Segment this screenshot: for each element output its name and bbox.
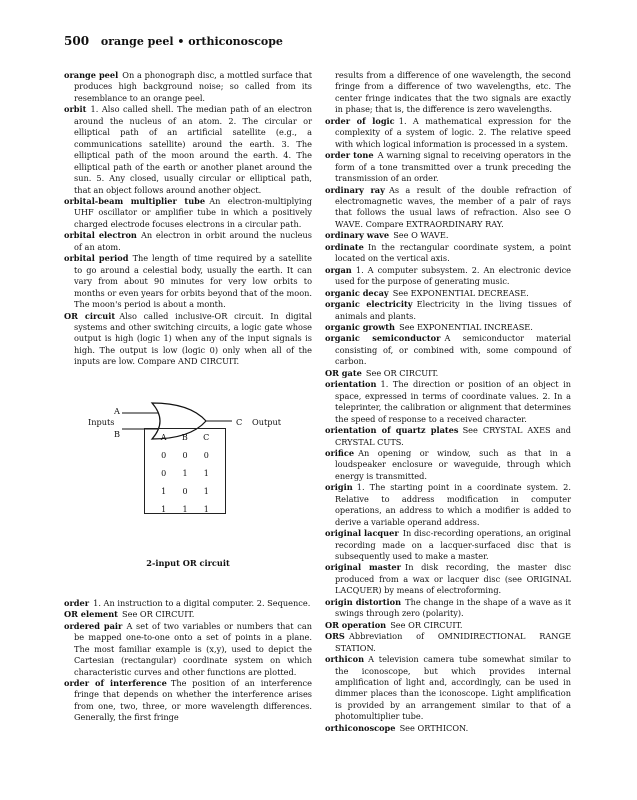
dictionary-entry [325, 723, 571, 734]
entry-definition: See OR CIRCUIT. [122, 609, 195, 620]
dictionary-entry [64, 311, 312, 368]
entry-definition: In disk recording, the master disc produced from a wax or lacquer disc (see ORIGINAL LACQUER) by means of electroforming. [335, 562, 571, 596]
dictionary-entry [64, 104, 312, 196]
entry-definition: In disc-recording operations, an original recording made on a lacquer-surfaced disc that is subsequently used to make a master. [335, 528, 571, 562]
entry-term: original lacquer [325, 528, 399, 539]
entry-definition: Electricity in the living tissues of animals and plants. [335, 299, 571, 321]
dictionary-entry [64, 609, 312, 620]
entry-term: orthiconoscope [325, 722, 396, 733]
entry-definition: See ORTHICON. [399, 722, 469, 733]
entry-definition: Abbreviation of OMNIDIRECTIONAL RANGE STATION. [335, 631, 571, 653]
entry-definition: 1. A computer subsystem. 2. An electronic device used for the purpose of generating music. [335, 264, 571, 287]
entry-term: orbital electron [64, 230, 137, 241]
entry-term: original master [325, 562, 401, 573]
dictionary-entry [325, 265, 571, 288]
dictionary-entry [325, 620, 571, 631]
entry-definition: The length of time required by a satellite to go around a celestial body, usually the earth. It can vary from about 90 minutes for very low orbits to months or even years for orbits beyond that of the moon. The moon's period is about a month. [74, 253, 313, 310]
entry-definition: See EXPONENTIAL INCREASE. [399, 321, 533, 332]
dictionary-entry [64, 70, 312, 104]
entry-term: order of interference [64, 677, 167, 688]
dictionary-entry [64, 230, 312, 253]
right-column [325, 70, 571, 734]
figure-caption: 2-input OR circuit [146, 557, 230, 568]
dictionary-entry [325, 368, 571, 379]
inputs-label: Inputs [88, 416, 115, 427]
entry-definition: A warning signal to receiving operators in the form of a tone transmitted over a trunk preceding the transmission of an order. [335, 150, 571, 184]
entry-term: ordinate [325, 241, 364, 252]
entry-definition: The position of an interference fringe that depends on whether the interference arises from one, two, three, or more wavelength differences. Generally, the first fringe [74, 677, 312, 723]
output-c-label: C [236, 416, 243, 427]
dictionary-entry [325, 185, 571, 231]
dictionary-entry [325, 562, 571, 596]
dictionary-entry [325, 448, 571, 482]
entry-term: OR circuit [64, 310, 116, 321]
dictionary-entry [64, 253, 312, 310]
entry-term: orange peel [64, 70, 119, 80]
dictionary-entry [325, 322, 571, 333]
left-entries-top [64, 70, 312, 368]
left-entries-bottom [64, 598, 312, 724]
dictionary-entry [325, 299, 571, 322]
or-circuit-figure [64, 368, 312, 598]
entry-term: OR operation [325, 619, 387, 630]
truth-table-row: 1 0 1 [161, 487, 209, 497]
entry-definition: An opening or window, such as that in a loudspeaker enclosure or waveguide, through which energy is transmitted. [335, 447, 571, 481]
input-a-label: A [114, 405, 120, 416]
truth-table-row: 1 1 1 [161, 505, 209, 515]
dictionary-entry [325, 333, 571, 367]
entry-term: order [64, 597, 90, 608]
entry-term: organic growth [325, 321, 395, 332]
entry-term: organic semiconductor [325, 333, 441, 344]
entry-definition: An electron in orbit around the nucleus of an atom. [74, 230, 312, 252]
dictionary-entry [64, 196, 312, 230]
entry-term: order of logic [325, 115, 395, 126]
entry-term: ordinary wave [325, 230, 390, 241]
entry-definition: 1. The starting point in a coordinate system. 2. Relative to address modification in computer operations, an address to which a modifier is added to derive a variable operand address. [335, 482, 571, 527]
entry-definition: 1. Also called shell. The median path of an electron around the nucleus of an atom. 2. The circular or elliptical path of an artificial satellite (e.g., a communications satellite) around the earth. 3. The elliptical path of the moon around the earth. 4. The elliptical path of the earth or another planet around the sun. 5. Any closed, usually circular or elliptical path, that an object follows around another object. [74, 104, 312, 195]
entry-definition: 1. An instruction to a digital computer. 2. Sequence. [93, 597, 311, 608]
page-header [64, 34, 283, 48]
entry-definition: An electron-multiplying UHF oscillator or amplifier tube in which a positively charged electrode focuses electrons in a circular path. [74, 195, 312, 229]
entry-definition: On a phonograph disc, a mottled surface that produces high background noise; so called from its resemblance to an orange peel. [74, 70, 313, 103]
dictionary-entry [325, 631, 571, 654]
entry-definition: A television camera tube somewhat similar to the iconoscope, but which provides internal amplification of light and, accordingly, can be used in dimmer places than the iconoscope. Light amplification is provided by an arrangement similar to that of a photomultiplier tube. [335, 654, 571, 722]
entry-definition: results from a difference of one wavelength, the second fringe from a difference of two wavelengths, etc. The center fringe indicates that the two signals are exactly in phase; that is, the difference is zero wavelengths. [335, 70, 571, 115]
entry-term: orifice [325, 447, 355, 458]
entry-definition: See OR CIRCUIT. [365, 367, 439, 378]
dictionary-entry [325, 70, 571, 116]
input-b-label: B [114, 428, 121, 439]
entry-definition: As a result of the double refraction of electromagnetic waves, the member of a pair of rays that follows the usual laws of refraction. Also see O WAVE. Compare EXTRAORDINARY RAY. [335, 184, 571, 229]
dictionary-entry [325, 482, 571, 528]
entry-term: ordered pair [64, 620, 123, 631]
truth-table [144, 428, 226, 514]
truth-table-row: 0 0 0 [161, 451, 209, 461]
entry-term: OR element [64, 609, 118, 620]
entry-term: organic electricity [325, 299, 413, 310]
entry-definition: 1. A mathematical expression for the complexity of a system of logic. 2. The relative speed with which logical information is processed in a system. [335, 115, 571, 149]
entry-term: orientation of quartz plates [325, 425, 459, 436]
entry-definition: See CRYSTAL AXES and CRYSTAL CUTS. [335, 425, 571, 447]
truth-table-header: A B C [160, 433, 210, 443]
entry-term: orbital period [64, 253, 129, 264]
dictionary-entry [64, 621, 312, 678]
entry-term: ORS [325, 631, 345, 642]
dictionary-entry [325, 528, 571, 562]
dictionary-entry [325, 597, 571, 620]
page-title: orange peel • orthiconoscope [100, 35, 283, 48]
left-column [64, 70, 312, 724]
dictionary-entry [64, 678, 312, 724]
entry-definition: See EXPONENTIAL DECREASE. [392, 287, 529, 298]
dictionary-entry [325, 230, 571, 241]
entry-term: ordinary ray [325, 184, 385, 195]
entry-definition: 1. The direction or position of an object in space, expressed in terms of coordinate values. 2. In a teleprinter, the calibration or alignment that determines the speed of response to a received character. [335, 379, 571, 424]
dictionary-entry [64, 598, 312, 609]
entry-definition: See O WAVE. [393, 230, 449, 241]
dictionary-entry [325, 116, 571, 150]
entry-term: origin [325, 482, 353, 493]
right-entries [325, 70, 571, 734]
dictionary-entry [325, 654, 571, 723]
truth-table-row: 0 1 1 [161, 469, 209, 479]
output-label: Output [252, 416, 282, 427]
entry-term: orbit [64, 104, 87, 115]
entry-term: OR gate [325, 367, 362, 378]
entry-definition: In the rectangular coordinate system, a point located on the vertical axis. [335, 241, 571, 264]
entry-definition: A semiconductor material consisting of, or combined with, some compound of carbon. [335, 333, 571, 367]
dictionary-entry [325, 425, 571, 448]
dictionary-entry [325, 379, 571, 425]
dictionary-entry [325, 288, 571, 299]
dictionary-entry [325, 150, 571, 184]
entry-term: organ [325, 264, 352, 275]
entry-definition: Also called inclusive-OR circuit. In digital systems and other switching circuits, a logic gate whose output is high (logic 1) when any of the input signals is high. The output is low (logic 0) only when all of the inputs are low. Compare AND CIRCUIT. [74, 310, 313, 367]
entry-term: order tone [325, 150, 374, 161]
entry-term: organic decay [325, 287, 389, 298]
entry-definition: See OR CIRCUIT. [390, 619, 463, 630]
entry-term: orbital-beam multiplier tube [64, 195, 206, 206]
entry-term: origin distortion [325, 596, 402, 607]
entry-term: orthicon [325, 654, 365, 665]
entry-definition: The change in the shape of a wave as it swings through zero (polarity). [335, 596, 571, 619]
entry-term: orientation [325, 379, 377, 390]
page-number: 500 [64, 34, 90, 48]
dictionary-entry [325, 242, 571, 265]
entry-definition: A set of two variables or numbers that can be mapped one-to-one onto a set of points in a plane. The most familiar example is (x,y), used to depict the Cartesian (rectangular) coordinate system on which characteristic curves and other functions are plotted. [74, 620, 312, 677]
